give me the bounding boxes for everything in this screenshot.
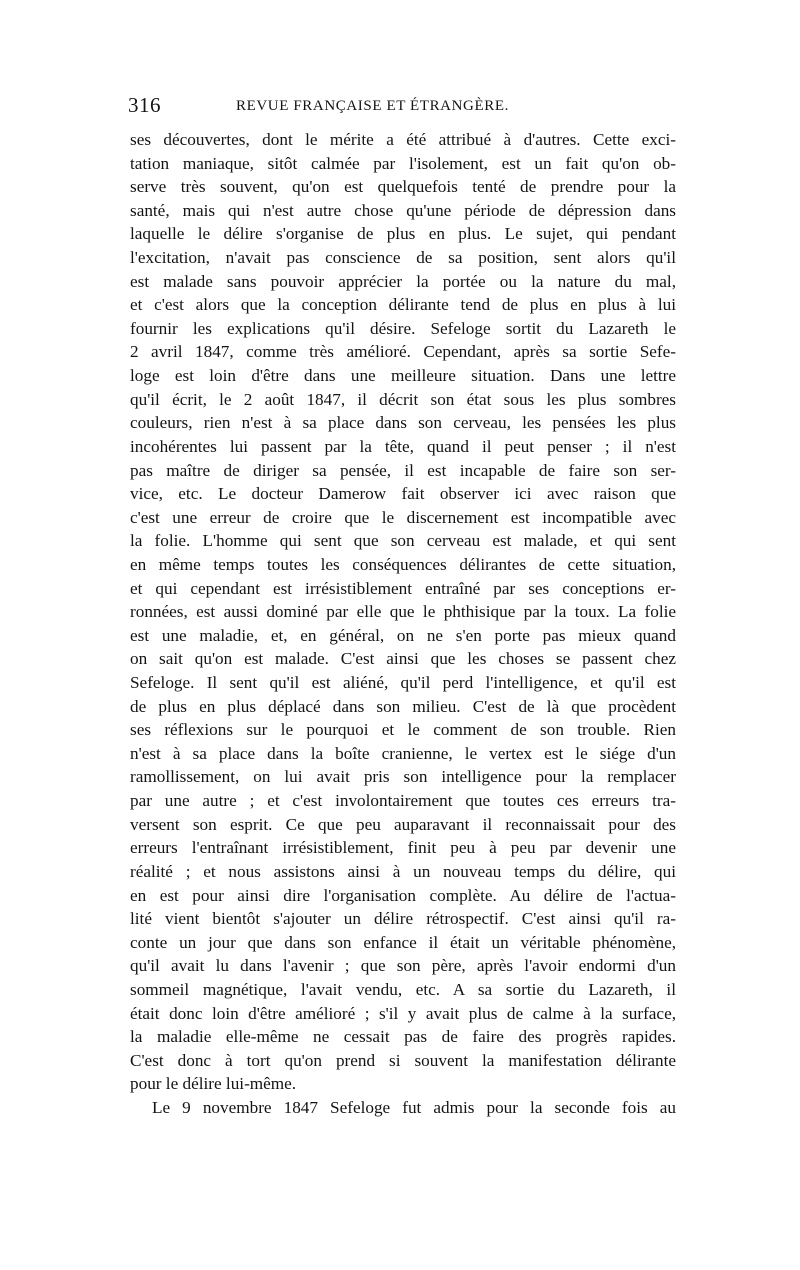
running-head xyxy=(128,92,674,118)
text-line: réalité ; et nous assistons ainsi à un nouveau temps du délire, qui xyxy=(130,861,676,881)
text-line: vice, etc. Le docteur Damerow fait observer ici avec raison que xyxy=(130,484,676,504)
text-line: en est pour ainsi dire l'organisation complète. Au délire de l'actua- xyxy=(130,885,676,905)
text-line: de plus en plus déplacé dans son milieu. C'est de là que procèdent xyxy=(130,696,676,716)
text-line: lité vient bientôt s'ajouter un délire rétrospectif. C'est ainsi qu'il ra- xyxy=(130,909,676,929)
text-line: et c'est alors que la conception délirante tend de plus en plus à lui xyxy=(130,295,676,315)
text-line: on sait qu'on est malade. C'est ainsi que les choses se passent chez xyxy=(130,649,676,669)
text-line: et qui cependant est irrésistiblement entraîné par ses conceptions er- xyxy=(130,578,676,598)
text-line: est une maladie, et, en général, on ne s'en porte pas mieux quand xyxy=(130,625,676,645)
page-number: 316 xyxy=(128,93,161,117)
text-line: la folie. L'homme qui sent que son cerveau est malade, et qui sent xyxy=(130,531,676,551)
text-line: ses réflexions sur le pourquoi et le comment de son trouble. Rien xyxy=(130,720,676,740)
text-line: 2 avril 1847, comme très amélioré. Cependant, après sa sortie Sefe- xyxy=(130,342,676,362)
text-line: pas maître de diriger sa pensée, il est incapable de faire son ser- xyxy=(130,460,676,480)
text-line: ramollissement, on lui avait pris son intelligence pour la remplacer xyxy=(130,767,676,787)
text-line: C'est donc à tort qu'on prend si souvent la manifestation délirante xyxy=(130,1050,676,1070)
text-line: n'est à sa place dans la boîte cranienne, le vertex est le siége d'un xyxy=(130,743,676,763)
text-line: l'excitation, n'avait pas conscience de sa position, sent alors qu'il xyxy=(130,248,676,268)
paragraph-start-line: Le 9 novembre 1847 Sefeloge fut admis pour la seconde fois au xyxy=(152,1097,676,1117)
text-line: la maladie elle-même ne cessait pas de faire des progrès rapides. xyxy=(130,1027,676,1047)
text-line: Sefeloge. Il sent qu'il est aliéné, qu'il perd l'intelligence, et qu'il est xyxy=(130,673,676,693)
text-line: tation maniaque, sitôt calmée par l'isolement, est un fait qu'on ob- xyxy=(130,153,676,173)
body-text xyxy=(130,128,676,1120)
text-line: versent son esprit. Ce que peu auparavant il reconnaissait pour des xyxy=(130,814,676,834)
text-line: c'est une erreur de croire que le discernement est incompatible avec xyxy=(130,507,676,527)
text-line: couleurs, rien n'est à sa place dans son cerveau, les pensées les plus xyxy=(130,413,676,433)
text-line: conte un jour que dans son enfance il était un véritable phénomène, xyxy=(130,932,676,952)
text-line: laquelle le délire s'organise de plus en plus. Le sujet, qui pendant xyxy=(130,224,676,244)
text-line: serve très souvent, qu'on est quelquefois tenté de prendre pour la xyxy=(130,177,676,197)
text-line: en même temps toutes les conséquences délirantes de cette situation, xyxy=(130,554,676,574)
text-line: était donc loin d'être amélioré ; s'il y avait plus de calme à la surface, xyxy=(130,1003,676,1023)
text-line: par une autre ; et c'est involontairement que toutes ces erreurs tra- xyxy=(130,791,676,811)
text-line: incohérentes lui passent par la tête, quand il peut penser ; il n'est xyxy=(130,436,676,456)
text-line: qu'il écrit, le 2 août 1847, il décrit son état sous les plus sombres xyxy=(130,389,676,409)
text-line: erreurs l'entraînant irrésistiblement, finit peu à peu par devenir une xyxy=(130,838,676,858)
paragraph-end-line: pour le délire lui-même. xyxy=(130,1074,297,1094)
text-line: santé, mais qui n'est autre chose qu'une période de dépression dans xyxy=(130,200,676,220)
text-line: fournir les explications qu'il désire. Sefeloge sortit du Lazareth le xyxy=(130,318,676,338)
text-line: ses découvertes, dont le mérite a été attribué à d'autres. Cette exci- xyxy=(130,130,676,149)
text-line: qu'il avait lu dans l'avenir ; que son père, après l'avoir endormi d'un xyxy=(130,956,676,976)
text-line: est malade sans pouvoir apprécier la portée ou la nature du mal, xyxy=(130,271,676,291)
text-line: ronnées, est aussi dominé par elle que le phthisique par la toux. La folie xyxy=(130,602,676,622)
text-line: loge est loin d'être dans une meilleure situation. Dans une lettre xyxy=(130,366,676,386)
running-title: REVUE FRANÇAISE ET ÉTRANGÈRE. xyxy=(236,98,509,114)
text-line: sommeil magnétique, l'avait vendu, etc. A sa sortie du Lazareth, il xyxy=(130,979,676,999)
